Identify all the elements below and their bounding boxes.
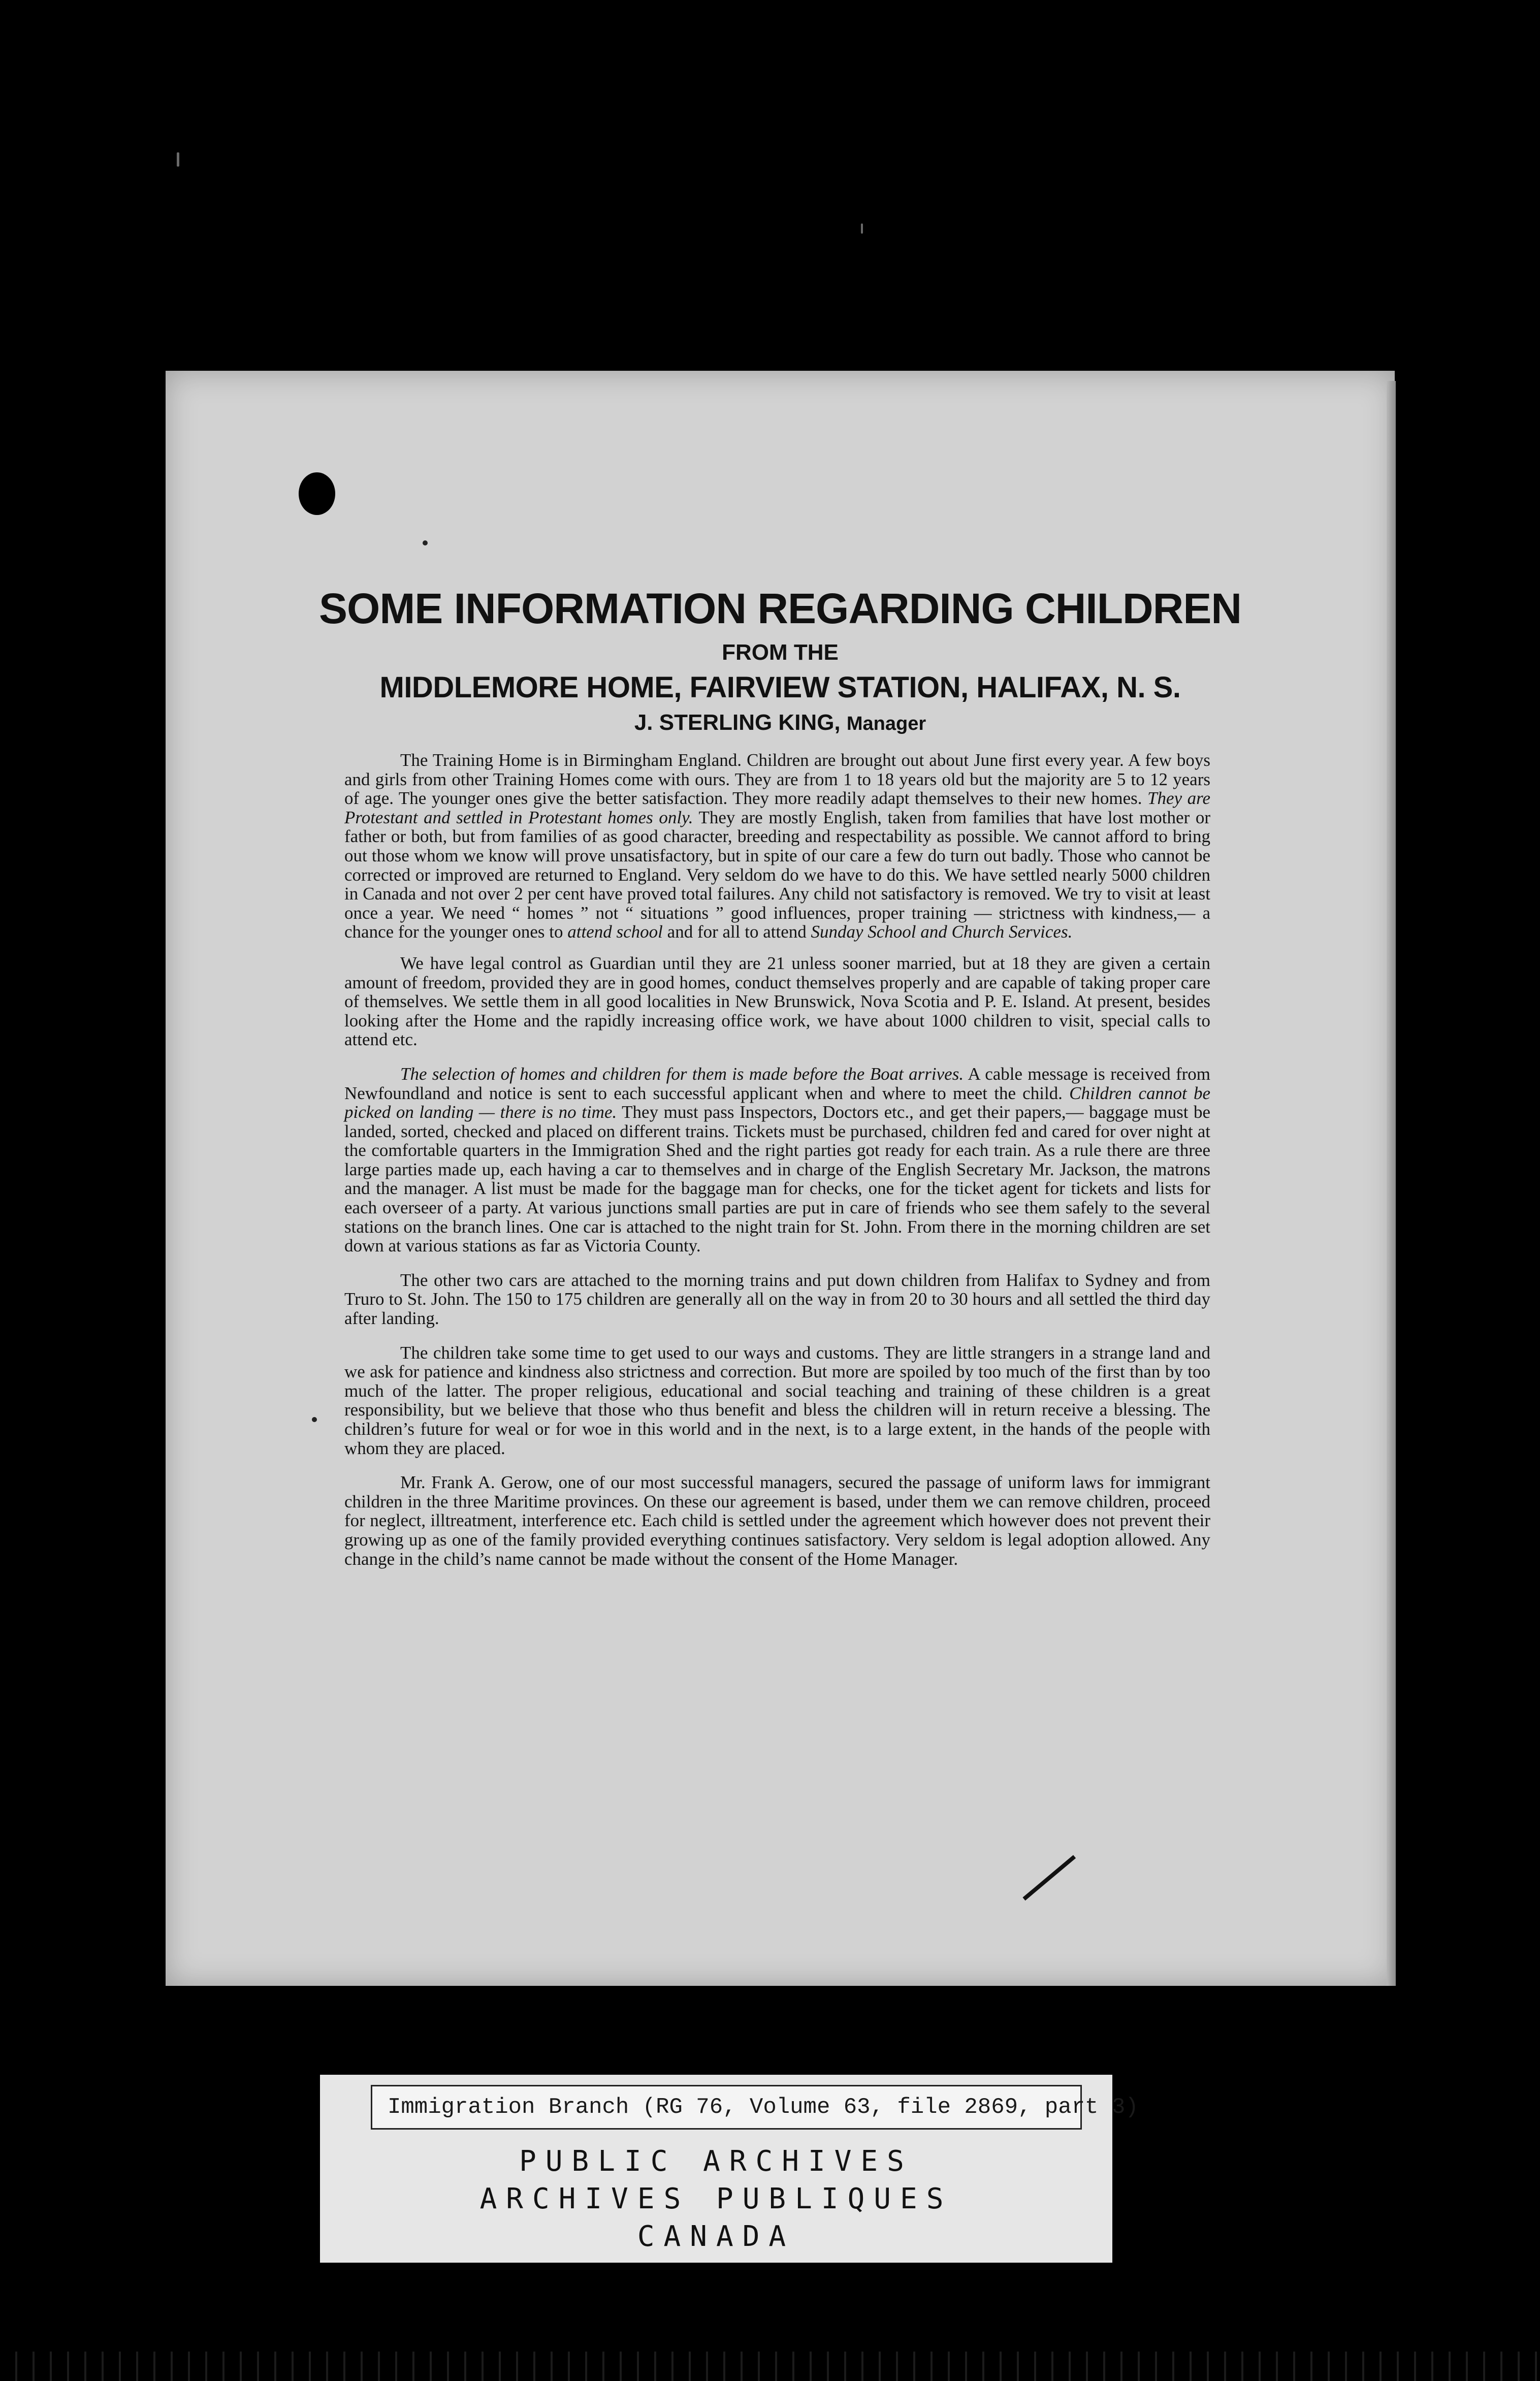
paragraph-2: We have legal control as Guardian until they are 21 unless sooner married, but at 18 they are given a certain amount of freedom, provided they are in good homes, conduct themselves properly and are capable of taking proper care of themselves. We settle them in all good localities in New Brunswick, Nova Scotia and P. E. Island. At present, besides looking after the Home and the rapidly increasing office work, we have about 1000 children to visit, special calls to attend etc. [344, 953, 1210, 1050]
paragraph-1-text: and for all to attend [662, 922, 811, 942]
scan-speck [177, 152, 179, 167]
document-manager-line [166, 710, 1395, 735]
archive-line-english: PUBLIC ARCHIVES [519, 2145, 913, 2178]
archive-line-french: ARCHIVES PUBLIQUES [479, 2182, 953, 2215]
paragraph-1-emphasis: Sunday School and Church Services. [811, 922, 1073, 942]
archive-reference-strip: Immigration Branch (RG 76, Volume 63, file 2869, part 3) [371, 2085, 1082, 2130]
document-sheet [166, 371, 1395, 1986]
archive-label [320, 2075, 1139, 2263]
paragraph-3 [344, 1065, 1210, 1256]
pencil-check-mark [1022, 1855, 1076, 1901]
punch-hole [299, 472, 335, 515]
paragraph-1-emphasis: attend school [567, 922, 663, 942]
paragraph-3-text: They must pass Inspectors, Doctors etc., and get their papers,— baggage must be landed, sorted, checked and placed on different trains. Tickets must be purchased, children fed and cared for over night at the comfortable quarters in the Immigration Shed and the right parties got ready for each train. As a rule there are three large parties made up, each having a car to themselves and in charge of the English Secretary Mr. Jackson, the matrons and the manager. A list must be made for the baggage man for checks, one for the ticket agent for tickets and lists for each overseer of a party. At various junctions small parties are put in care of friends who see them safely to the several stations on the branch lines. One car is attached to the night train for St. John. From there in the morning children are set down at various stations as far as Victoria County. [344, 1102, 1211, 1256]
paragraph-5: The children take some time to get used to our ways and customs. They are little strangers in a strange land and we ask for patience and kindness also strictness and correction. But more are spoiled by too much of the first than by too much of the latter. The proper religious, educational and social teaching and training of these children is a great responsibility, but we believe that those who thus benefit and bless the children will in return receive a blessing. The children’s future for weal or for woe in this world and in the next, is to a large extent, in the hands of the people with whom they are placed. [344, 1342, 1210, 1458]
scan-speck [861, 223, 863, 234]
paragraph-3-emphasis: The selection of homes and children for them is made before the Boat arrives. [400, 1064, 964, 1084]
manager-title: Manager [846, 713, 926, 734]
paragraph-3-text: A cable message is received from Newfoundland and notice is sent to each successful applicant when and where to meet the child. [344, 1064, 1210, 1103]
paragraph-3-emphasis: Children cannot be picked on landing — there is no time. [344, 1083, 1210, 1122]
ink-dot [423, 540, 428, 545]
paragraph-1 [344, 751, 1210, 942]
manager-name: J. STERLING KING, [634, 710, 841, 735]
document-subtitle-from: FROM THE [722, 640, 839, 665]
document-home-line: MIDDLEMORE HOME, FAIRVIEW STATION, HALIFAX, N. S. [379, 671, 1181, 704]
paragraph-1-text: The Training Home is in Birmingham England. Children are brought out about June first every year. A few boys and girls from other Training Homes come with ours. They are from 1 to 18 years old but the majority are 5 to 12 years of age. The younger ones give the better satisfaction. They more readily adapt themselves to their new homes. [344, 750, 1210, 809]
document-title: SOME INFORMATION REGARDING CHILDREN [318, 585, 1242, 632]
ink-dot [312, 1417, 317, 1422]
paragraph-1-text: They are mostly English, taken from families that have lost mother or father or both, but from families of as good character, breeding and respectability as possible. We cannot afford to bring out those whom we know will prove unsatisfactory, but in spite of our care a few do turn out badly. Those who cannot be corrected or improved are returned to England. Very seldom do we have to do this. We have settled nearly 5000 children in Canada and not over 2 per cent have proved total failures. Any child not satisfactory is removed. We try to visit at least once a year. We need “ homes ” not “ situations ” good influences, proper training — strictness with kindness,— a chance for the younger ones to [344, 807, 1211, 942]
paragraph-1-emphasis: They are Protestant and settled in Protestant homes only. [344, 788, 1210, 827]
film-edge [0, 2352, 1540, 2381]
archive-line-country: CANADA [637, 2220, 795, 2253]
paragraph-4: The other two cars are attached to the morning trains and put down children from Halifax to Sydney and from Truro to St. John. The 150 to 175 children are generally all on the way in from 20 to 30 hours and all settled the third day after landing. [344, 1270, 1210, 1329]
document-body [344, 751, 1210, 1581]
paragraph-6: Mr. Frank A. Gerow, one of our most successful managers, secured the passage of uniform laws for immigrant children in the three Maritime provinces. On these our agreement is based, under them we can remove children, proceed for neglect, illtreatment, interference etc. Each child is settled under the agreement which however does not prevent their growing up as one of the family provided everything continues satisfactory. Very seldom is legal adoption allowed. Any change in the child’s name cannot be made without the consent of the Home Manager. [344, 1472, 1210, 1569]
